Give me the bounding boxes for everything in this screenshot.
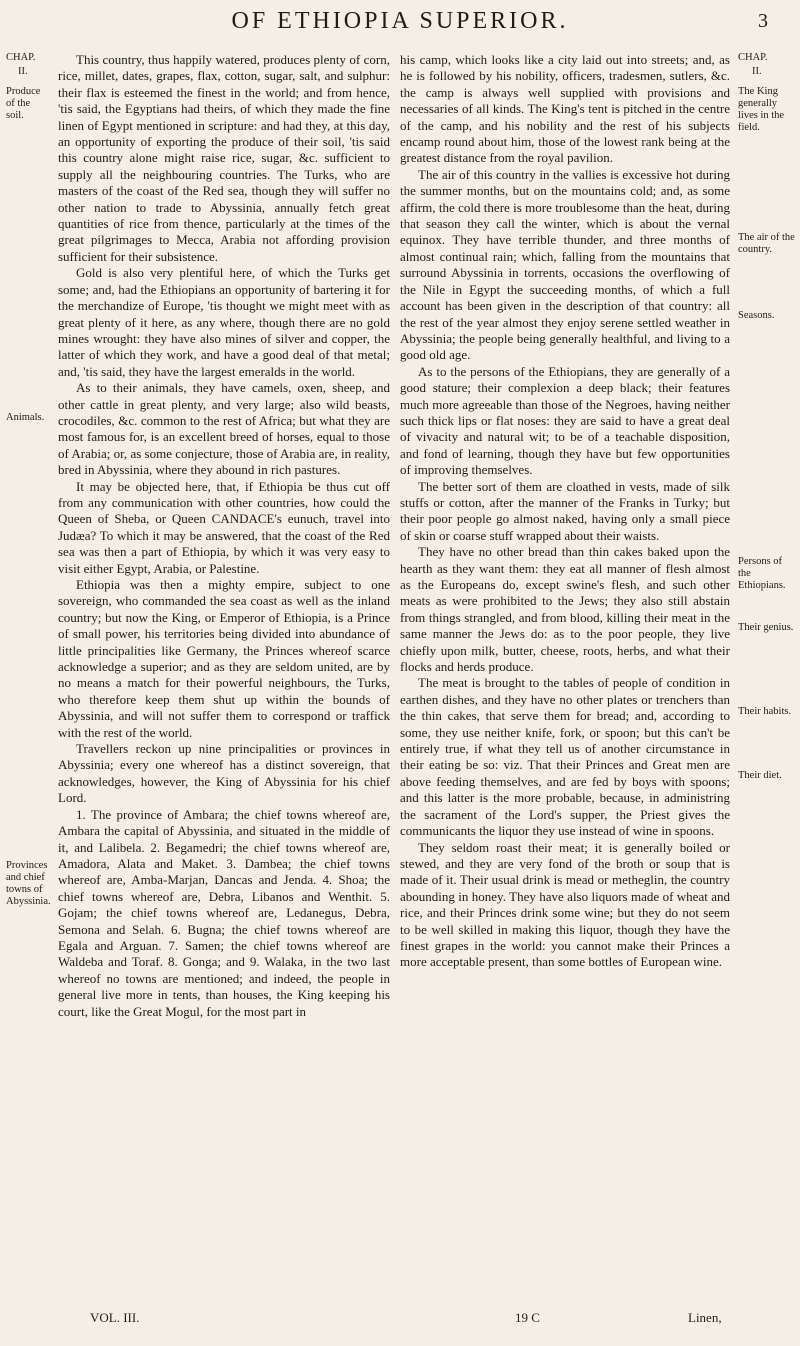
margin-note-provinces: Provinces and chief towns of Abyssinia. — [6, 860, 51, 907]
margin-chap-left: CHAP. — [6, 52, 36, 63]
paragraph: The air of this country in the vallies is excessive hot during the summer months, but on the mountains cold; and, as some affirm, the cold there is more troublesome than the heat, during that season they call the winter, which is about the vernal equinox. They have terrible thunder, and three months of almost continual rain; which, falling from the mountains that surround Abyssinia in torrents, occasions the overflowing of the Nile in Egypt the succeeding months, of which a full account has been given in the description of that country: all the rest of the year almost they enjoy serene settled weather in Abyssinia; the people being generally healthful, and living to a good old age. — [400, 166, 730, 363]
margin-note-air: The air of the country. — [738, 232, 795, 255]
paragraph: The better sort of them are cloathed in vests, made of silk stuffs or cotton, after the manner of the Franks in Turky; but their poor people go almost naked, having only a small piece of skin or coarse stuff wrapped about their waists. — [400, 478, 730, 543]
margin-chap-num-left: II. — [18, 66, 28, 77]
paragraph: This country, thus happily watered, produces plenty of corn, rice, millet, dates, grapes, flax, cotton, sugar, salt, and sulphur: their flax is esteemed the finest in the world; and from hence, 'tis said, the Egyptians had theirs, of which they made the fine linen of Egypt mentioned in scripture: and had they, at this day, an opportunity of exporting the produce of their soil, 'tis said this country alone might raise rice, sugar, &c. sufficient to supply all the neighbouring countries. The Turks, who are masters of the coast of the Red sea, though they will suffer no other nation to trade to Abyssinia, annually fetch great quantities of rice from thence, particularly at the times of the great pilgrimages to Mecca, Arabia not affording provision sufficient for their subsistence. — [58, 52, 390, 264]
paragraph: 1. The province of Ambara; the chief towns whereof are, Ambara the capital of Abyssinia, and situated in the middle of it, and Lalibela. 2. Begamedri; the chief towns whereof are, Amadora, Alata and Maket. 3. Dambea; the chief towns whereof are, Amba-Marjan, Dancas and Jenda. 4. Shoa; the chief towns whereof are, Debra, Libanos and Wenthit. 5. Gojam; the chief towns whereof are, Ledanegus, Debra, Semona and Selah. 6. Bugna; the chief towns whereof are Egala and Arguan. 7. Samen; the chief towns whereof are Waldeba and Toraf. 8. Gonga; and 9. Walaka, in the two last whereof no towns are mentioned; and indeed, the people in general live more in tents, than houses, the King keeping his court, like the Great Mogul, for the most part in — [58, 806, 390, 1019]
paragraph: The meat is brought to the tables of people of condition in earthen dishes, and they have no other plates or trenchers than the thin cakes, that serve them for bread; and, according to some, they use neither knife, fork, or spoon; but this can't be entirely true, if what they tell us of another circumstance in their eating be so: viz. That their Princes and Great men are above feeding themselves, and are fed by boys with spoons; and this latter is the more probable, because, in administring the sacrament of the Lord's supper, the Priest gives the communicants the liquor they use instead of wine in spoons. — [400, 675, 730, 839]
paragraph: As to their animals, they have camels, oxen, sheep, and other cattle in great plenty, and very large; also wild beasts, crocodiles, &c. common to the rest of Africa; but what they are most famous for, is an excellent breed of horses, equal to those of Arabia; or, as some conjecture, those of Arabia are, in reality, bred in Abyssinia, where they abound in rich pastures. — [58, 380, 390, 478]
paragraph: They have no other bread than thin cakes baked upon the hearth as they want them: they eat all manner of flesh almost as the Europeans do, except swine's flesh, and such other meats as were prohibited to the Jews; they also still abstain from things strangled, and from blood, killing their meat in the same manner the Jews do: as to the poor people, they live chiefly upon milk, butter, cheese, roots, herbs, and what their flocks and herds produce. — [400, 544, 730, 675]
margin-note-persons: Persons of the Ethiopians. — [738, 556, 786, 591]
paragraph: As to the persons of the Ethiopians, they are generally of a good stature; their complexion a deep black; their features much more agreeable than those of the Negroes, having neither such thick lips or flat noses: they are said to have a great deal of vivacity and natural wit; to be of a teachable disposition, and fond of learning, though they have but few opportunities of improving themselves. — [400, 363, 730, 478]
volume-mark: VOL. III. — [90, 1310, 140, 1325]
margin-note-genius: Their genius. — [738, 622, 794, 633]
margin-chap-right: CHAP. — [738, 52, 768, 63]
running-title: OF ETHIOPIA SUPERIOR. — [231, 8, 569, 34]
page-number: 3 — [758, 10, 768, 32]
paragraph: It may be objected here, that, if Ethiopia be thus cut off from any communication with other countries, how could the Queen of Sheba, or Queen CANDACE's eunuch, travel into Judæa? To which it may be answered, that the coast of the Red sea was then a part of Ethiopia, by which it was very easy to visit either Egypt, Arabia, or Palestine. — [58, 478, 390, 576]
margin-note-animals: Animals. — [6, 412, 45, 423]
margin-chap-num-right: II. — [752, 66, 762, 77]
margin-note-diet: Their diet. — [738, 770, 782, 781]
paragraph: They seldom roast their meat; it is generally boiled or stewed, and they are very fond of the broth or soup that is made of it. Their usual drink is mead or metheglin, the country abounding in honey. They have also liquors made of wheat and rice, and their Princes drink some wine; but they do not seem to be well skilled in making this liquor, though they have the finest grapes in the world: you cannot make their Princes a more acceptable present, than some bottles of European wine. — [400, 839, 730, 970]
paragraph: Gold is also very plentiful here, of which the Turks get some; and, had the Ethiopians an opportunity of bartering it for the merchandize of Europe, 'tis thought we might meet with as great plenty of it here, as any where, though there are no gold mines wrought: they have also mines of silver and copper, the latter of which they work, and have a good deal of that metal; and, 'tis said, they have the largest emeralds in the world. — [58, 265, 390, 379]
margin-note-king: The King generally lives in the field. — [738, 86, 785, 133]
left-column — [58, 52, 390, 1020]
catchword: Linen, — [688, 1310, 722, 1325]
signature-mark: 19 C — [515, 1310, 540, 1325]
paragraph: his camp, which looks like a city laid out into streets; and, as he is followed by his nobility, officers, tradesmen, sutlers, &c. the camp is always well supplied with provisions and necessaries of all kinds. The King's tent is pitched in the centre of the camp, and his nobility and the rest of his subjects encamp round about him, those of the lowest rank being at the greatest distance from the royal pavilion. — [400, 52, 730, 166]
margin-note-seasons: Seasons. — [738, 310, 775, 321]
paragraph: Travellers reckon up nine principalities or provinces in Abyssinia; every one whereof has a distinct sovereign, that acknowledges, however, the King of Abyssinia for his chief Lord. — [58, 741, 390, 806]
paragraph: Ethiopia was then a mighty empire, subject to one sovereign, who commanded the sea coast as well as the inland country; but now the King, or Emperor of Ethiopia, is a Prince of small power, his territories being divided into abundance of little principalities like Germany, the Princes whereof scarce acknowledge a superior; and as they are seldom united, are by no means a match for their powerful neighbours, the Turks, who therefore keep them shut up within the bounds of Abyssinia, and will not suffer them to correspond or traffick with the rest of the world. — [58, 577, 390, 740]
margin-note-habits: Their habits. — [738, 706, 792, 717]
right-column — [400, 52, 730, 971]
margin-note-produce: Produce of the soil. — [6, 86, 41, 121]
